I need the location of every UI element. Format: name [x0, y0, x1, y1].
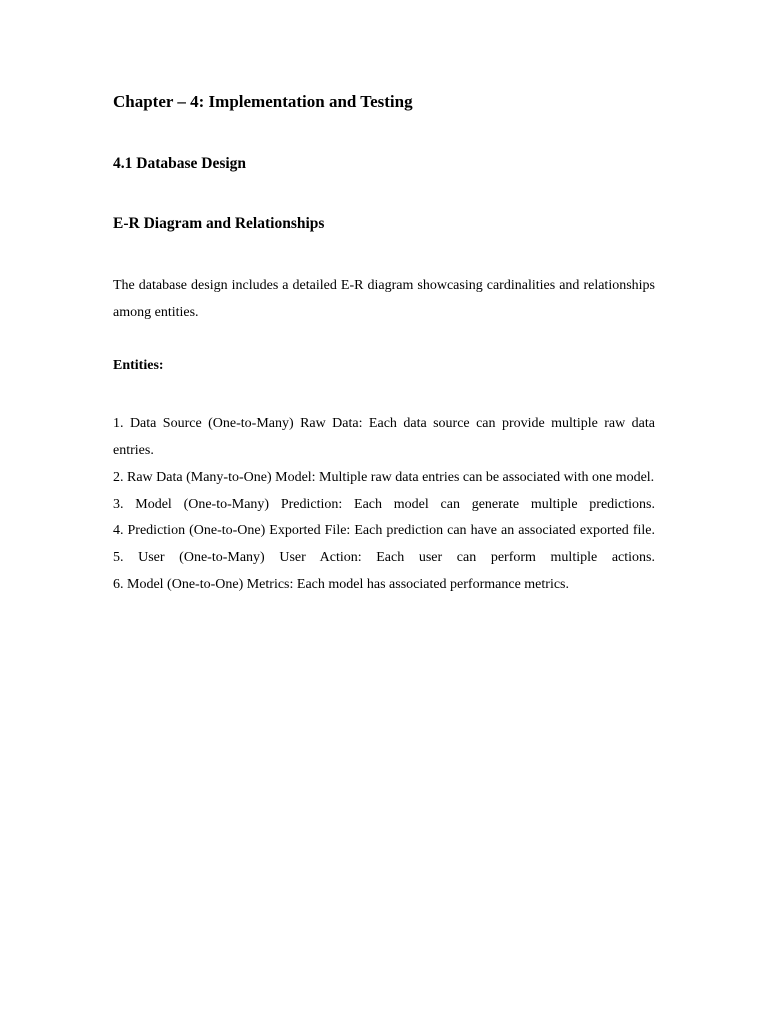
subsection-title: E-R Diagram and Relationships [113, 215, 325, 232]
list-item: 4. Prediction (One-to-One) Exported File: Each prediction can have an associated exported file. [113, 523, 655, 538]
list-item: 5. User (One-to-Many) User Action: Each user can perform multiple actions. [113, 550, 655, 565]
list-item: 3. Model (One-to-Many) Prediction: Each model can generate multiple predictions. [113, 497, 655, 512]
entity-list [113, 410, 655, 598]
entities-heading: Entities: [113, 358, 164, 373]
list-item: 2. Raw Data (Many-to-One) Model: Multiple raw data entries can be associated with one model. [113, 470, 655, 485]
list-item: 1. Data Source (One-to-Many) Raw Data: Each data source can provide multiple raw data entries. [113, 416, 655, 458]
list-item: 6. Model (One-to-One) Metrics: Each model has associated performance metrics. [113, 577, 569, 592]
section-title: 4.1 Database Design [113, 155, 247, 172]
intro-paragraph: The database design includes a detailed E-R diagram showcasing cardinalities and relationships among entities. [113, 278, 655, 320]
chapter-title: Chapter – 4: Implementation and Testing [113, 92, 413, 111]
